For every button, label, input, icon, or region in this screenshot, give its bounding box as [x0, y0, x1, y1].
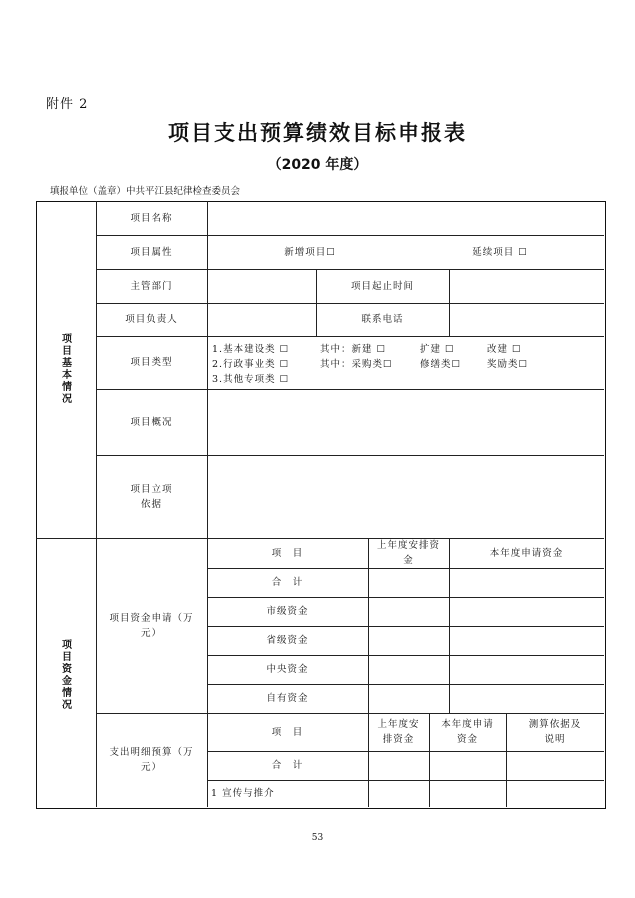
detail-header-last-year: 上年度安排资金	[377, 719, 420, 745]
dept-field[interactable]	[207, 269, 316, 303]
col-divider	[429, 713, 430, 807]
detail-header-this-year: 本年度申请资金	[441, 719, 494, 745]
apply-header-last-year: 上年度安排资金	[376, 540, 440, 566]
type-option[interactable]: 其中：采购类☐	[320, 359, 393, 370]
phone-label: 联系电话	[361, 314, 404, 325]
type-option[interactable]: 2.行政事业类 ☐	[212, 359, 290, 370]
fund-detail-label: 支出明细预算（万元）	[109, 747, 194, 773]
apply-row-label: 市级资金	[266, 606, 309, 617]
page-title: 项目支出预算绩效目标申报表	[168, 121, 467, 145]
page-number: 53	[311, 833, 324, 843]
col-divider	[368, 538, 369, 713]
overview-field[interactable]	[207, 389, 604, 455]
apply-row-label: 合 计	[271, 577, 304, 588]
type-option[interactable]: 改建 ☐	[487, 344, 522, 355]
detail-header-item: 项 目	[271, 726, 304, 738]
type-label: 项目类型	[130, 357, 173, 368]
section-label-basic: 项目基本情况	[62, 334, 72, 405]
type-option[interactable]: 其中：新建 ☐	[320, 344, 387, 355]
detail-row-label: 1 宣传与推介	[211, 788, 275, 799]
project-attr-label: 项目属性	[130, 246, 173, 258]
overview-label: 项目概况	[130, 416, 173, 428]
basis-field[interactable]	[207, 455, 604, 538]
section-label-funds: 项目资金情况	[62, 640, 72, 711]
filler-unit: 填报单位（盖章）中共平江县纪律检查委员会	[50, 186, 241, 197]
type-option[interactable]: 3.其他专项类 ☐	[212, 374, 290, 385]
apply-row-label: 中央资金	[266, 664, 309, 675]
apply-row-label: 自有资金	[266, 693, 309, 704]
period-field[interactable]	[449, 269, 604, 303]
attr-continue-checkbox[interactable]: 延续项目 ☐	[472, 246, 528, 258]
apply-header-item: 项 目	[271, 547, 304, 559]
owner-field[interactable]	[207, 303, 316, 336]
project-name-label: 项目名称	[130, 212, 173, 224]
dept-label: 主管部门	[130, 280, 173, 292]
fund-apply-label: 项目资金申请（万元）	[109, 612, 194, 639]
type-option[interactable]: 修缮类☐	[420, 359, 462, 370]
detail-header-basis: 测算依据及说明	[528, 719, 582, 745]
col-divider	[506, 713, 507, 807]
year-subtitle: （2020 年度）	[267, 157, 368, 173]
type-option[interactable]: 奖励类☐	[487, 359, 529, 370]
attr-new-checkbox[interactable]: 新增项目☐	[284, 246, 336, 258]
basis-label: 项目立项 依据	[130, 483, 173, 510]
owner-label: 项目负责人	[125, 314, 178, 325]
apply-header-this-year: 本年度申请资金	[489, 547, 564, 559]
detail-row-label: 合 计	[271, 760, 304, 771]
apply-row-label: 省级资金	[266, 635, 309, 646]
project-name-field[interactable]	[207, 201, 604, 235]
type-option[interactable]: 1.基本建设类 ☐	[212, 344, 290, 355]
type-option[interactable]: 扩建 ☐	[420, 344, 455, 355]
period-label: 项目起止时间	[350, 280, 414, 292]
phone-field[interactable]	[449, 303, 604, 336]
col-divider	[368, 713, 369, 807]
attachment-label: 附件 2	[46, 97, 89, 112]
